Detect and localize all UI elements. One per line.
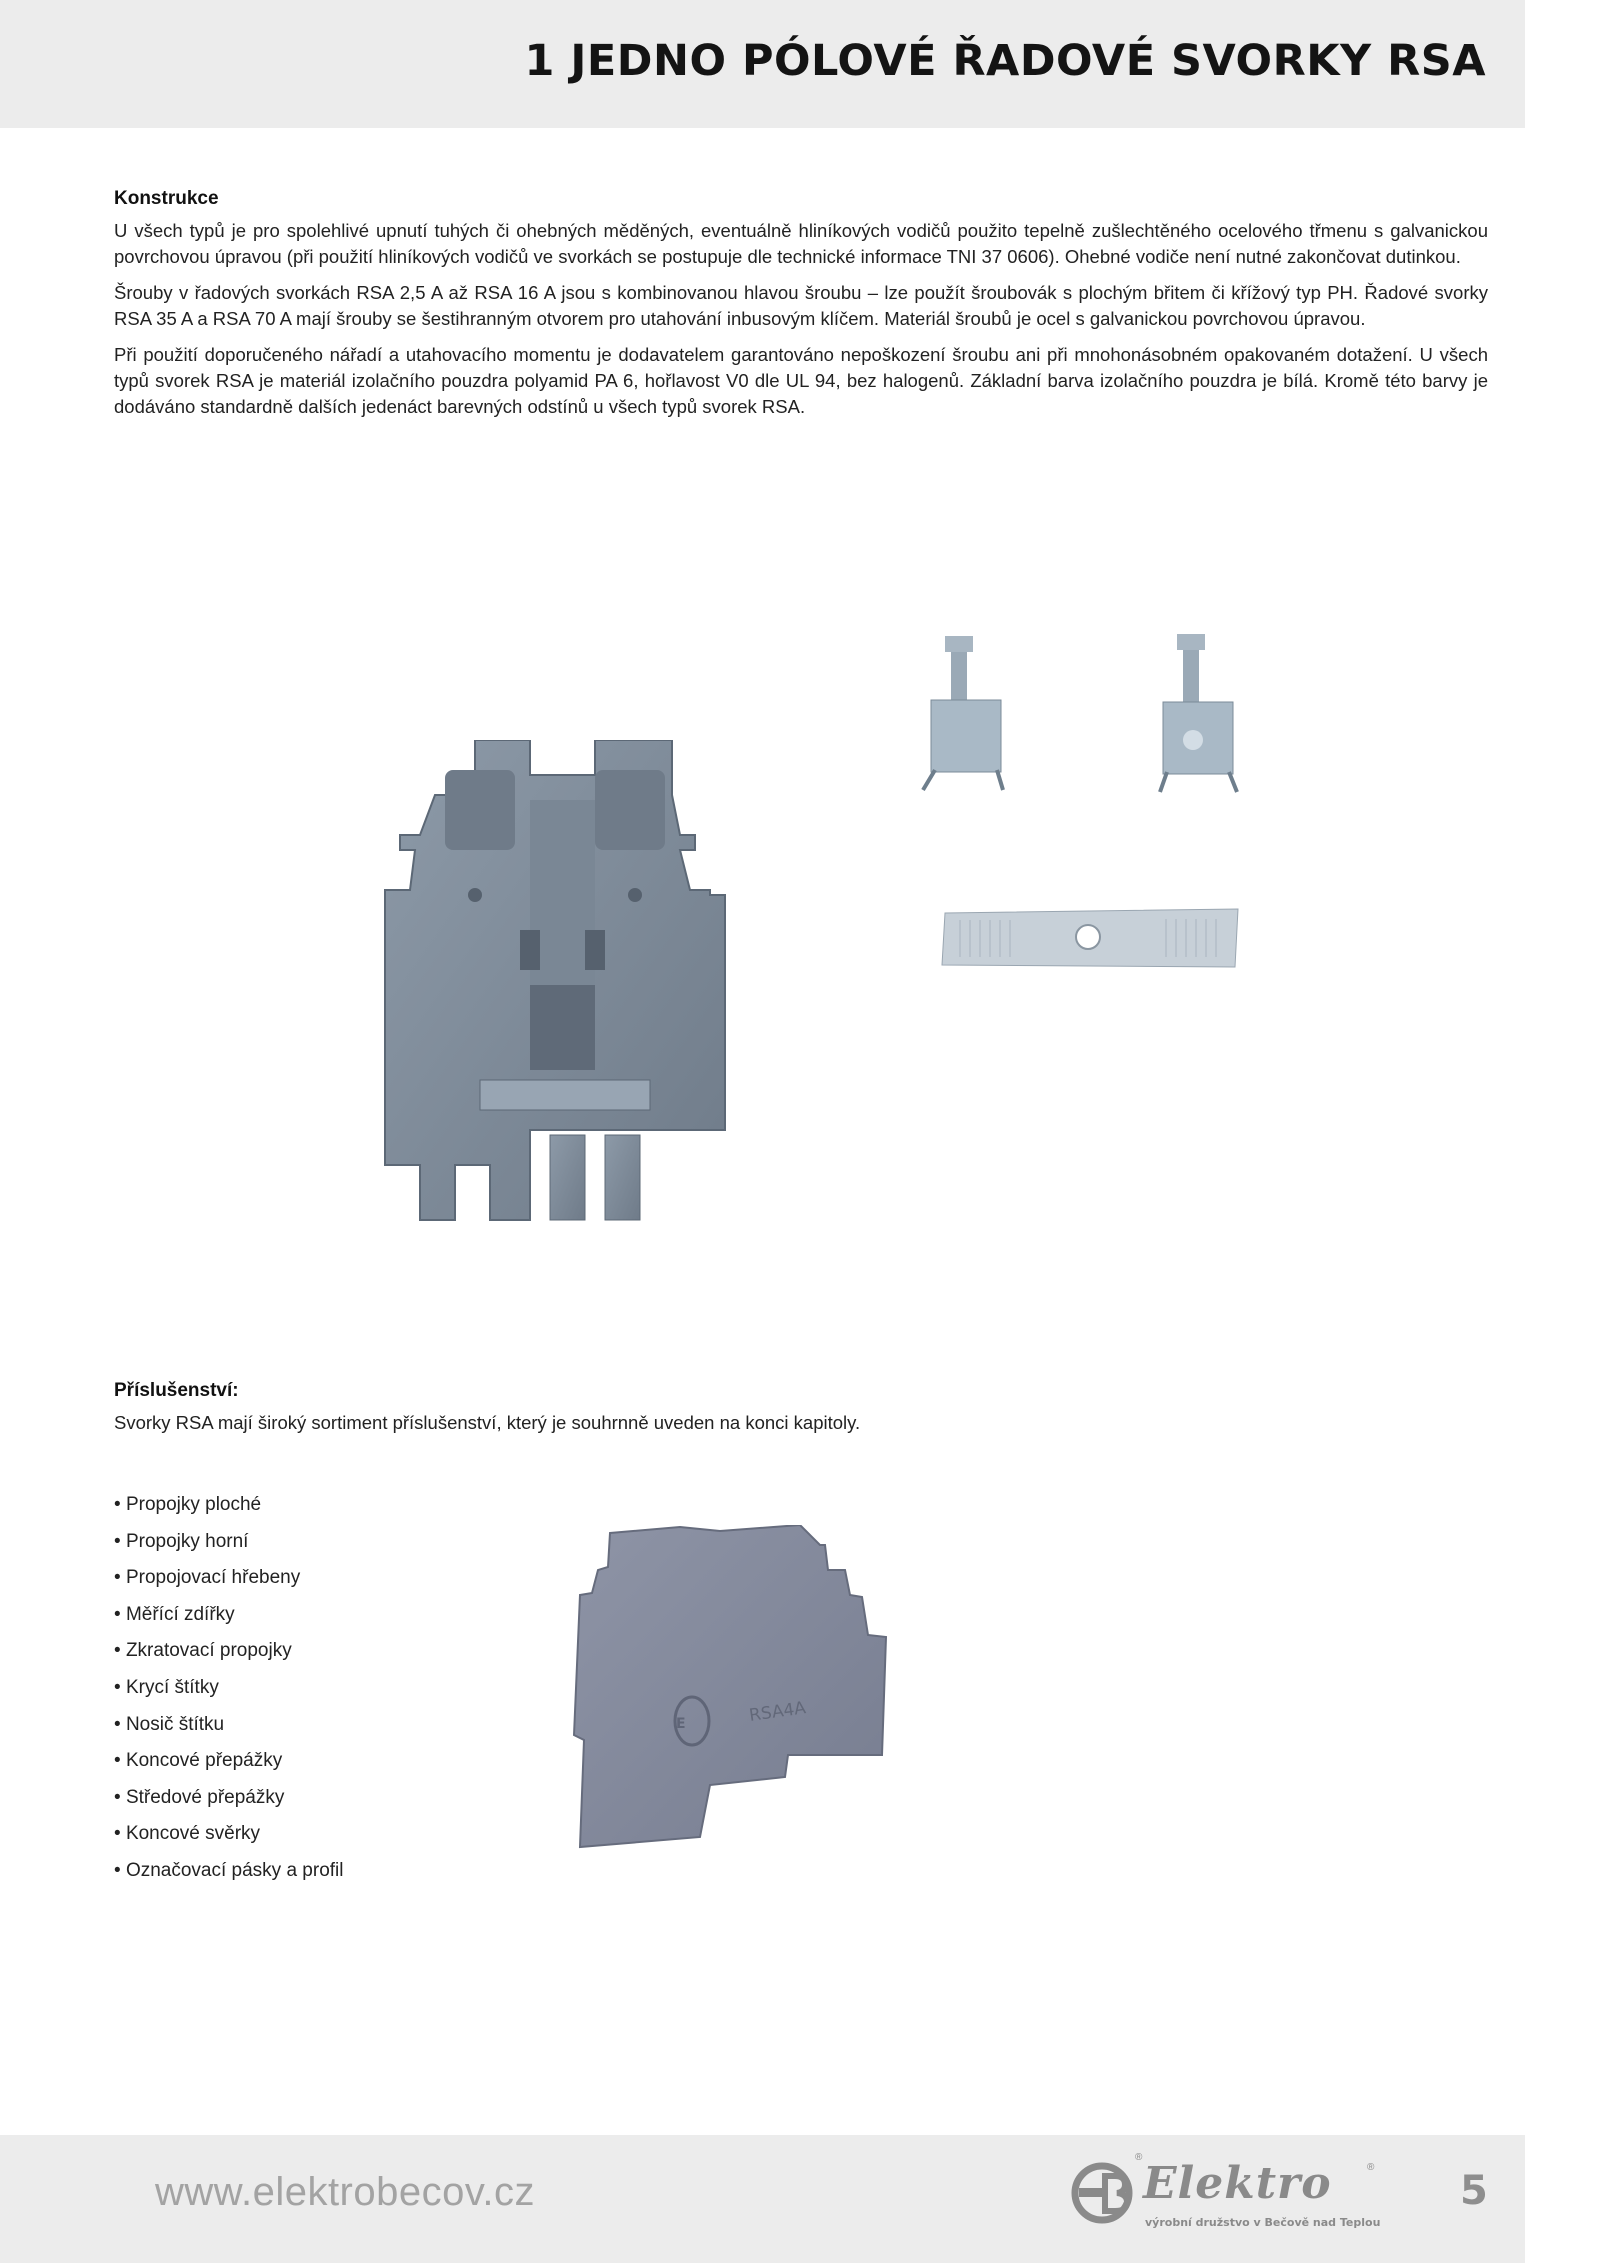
list-item: • Označovací pásky a profil: [114, 1853, 343, 1890]
screw-clamp-image: [905, 630, 1285, 810]
accessories-section: [114, 1380, 1488, 1446]
flat-jumper-image: [940, 905, 1240, 975]
list-item: • Propojky ploché: [114, 1487, 343, 1524]
list-item: • Středové přepážky: [114, 1780, 343, 1817]
list-item: • Koncové přepážky: [114, 1743, 343, 1780]
construction-paragraph: Při použití doporučeného nářadí a utahovacího momentu je dodavatelem garantováno nepoškození šroubu ani při mnohonásobném opakovaném dotažení. U všech typů svorek RSA je materiál izolačního pouzdra polyamid PA 6, hořlavost V0 dle UL 94, bez halogenů. Základní barva izolačního pouzdra je bílá. Kromě této barvy je dodáváno standardně dalších jedenáct barevných odstínů u všech typů svorek RSA.: [114, 344, 1488, 417]
footer-url[interactable]: www.elektrobecov.cz: [155, 2170, 536, 2214]
construction-paragraph: Šrouby v řadových svorkách RSA 2,5 A až RSA 16 A jsou s kombinovanou hlavou šroubu – lze použít šroubovák s plochým břitem či křížový typ PH. Řadové svorky RSA 35 A a RSA 70 A mají šrouby se šestihranným otvorem pro utahování inbusovým klíčem. Materiál šroubů je ocel s galvanickou povrchovou úpravou.: [114, 282, 1488, 329]
construction-heading: Konstrukce: [114, 188, 219, 209]
accessories-heading: Příslušenství:: [114, 1380, 239, 1401]
list-item: • Zkratovací propojky: [114, 1633, 343, 1670]
list-item: • Krycí štítky: [114, 1670, 343, 1707]
list-item: • Koncové svěrky: [114, 1816, 343, 1853]
construction-paragraph: U všech typů je pro spolehlivé upnutí tuhých či ohebných měděných, eventuálně hliníkových vodičů použito tepelně zušlechtěného ocelového třmenu s galvanickou povrchovou úpravou (při použití hliníkových vodičů ve svorkách se postupuje dle technické informace TNI 37 0606). Ohebné vodiče není nutné zakončovat dutinkou.: [114, 220, 1488, 267]
list-item: • Nosič štítku: [114, 1707, 343, 1744]
brand-wordmark: Elektro: [1143, 2158, 1332, 2209]
svg-text:E: E: [676, 1716, 686, 1732]
page-title: 1 JEDNO PÓLOVÉ ŘADOVÉ SVORKY RSA: [524, 36, 1486, 86]
terminal-block-image: [380, 740, 900, 1230]
end-plate-image: [570, 1525, 910, 1850]
list-item: • Propojky horní: [114, 1524, 343, 1561]
list-item: • Propojovací hřebeny: [114, 1560, 343, 1597]
page-number: 5: [1460, 2168, 1488, 2214]
end-plate-marking: RSA4A: [747, 1698, 808, 1726]
registered-mark: ®: [1135, 2152, 1143, 2163]
elektro-logo: [1065, 2152, 1385, 2242]
brand-tagline: výrobní družstvo v Bečově nad Teplou: [1145, 2216, 1381, 2229]
registered-mark: ®: [1367, 2162, 1375, 2173]
accessories-intro: Svorky RSA mají široký sortiment příslušenství, který je souhrnně uveden na konci kapitoly.: [114, 1412, 861, 1433]
accessories-list: [114, 1487, 343, 1890]
list-item: • Měřící zdířky: [114, 1597, 343, 1634]
construction-section: [114, 188, 1488, 430]
elektro-logo-icon: [1067, 2158, 1137, 2228]
